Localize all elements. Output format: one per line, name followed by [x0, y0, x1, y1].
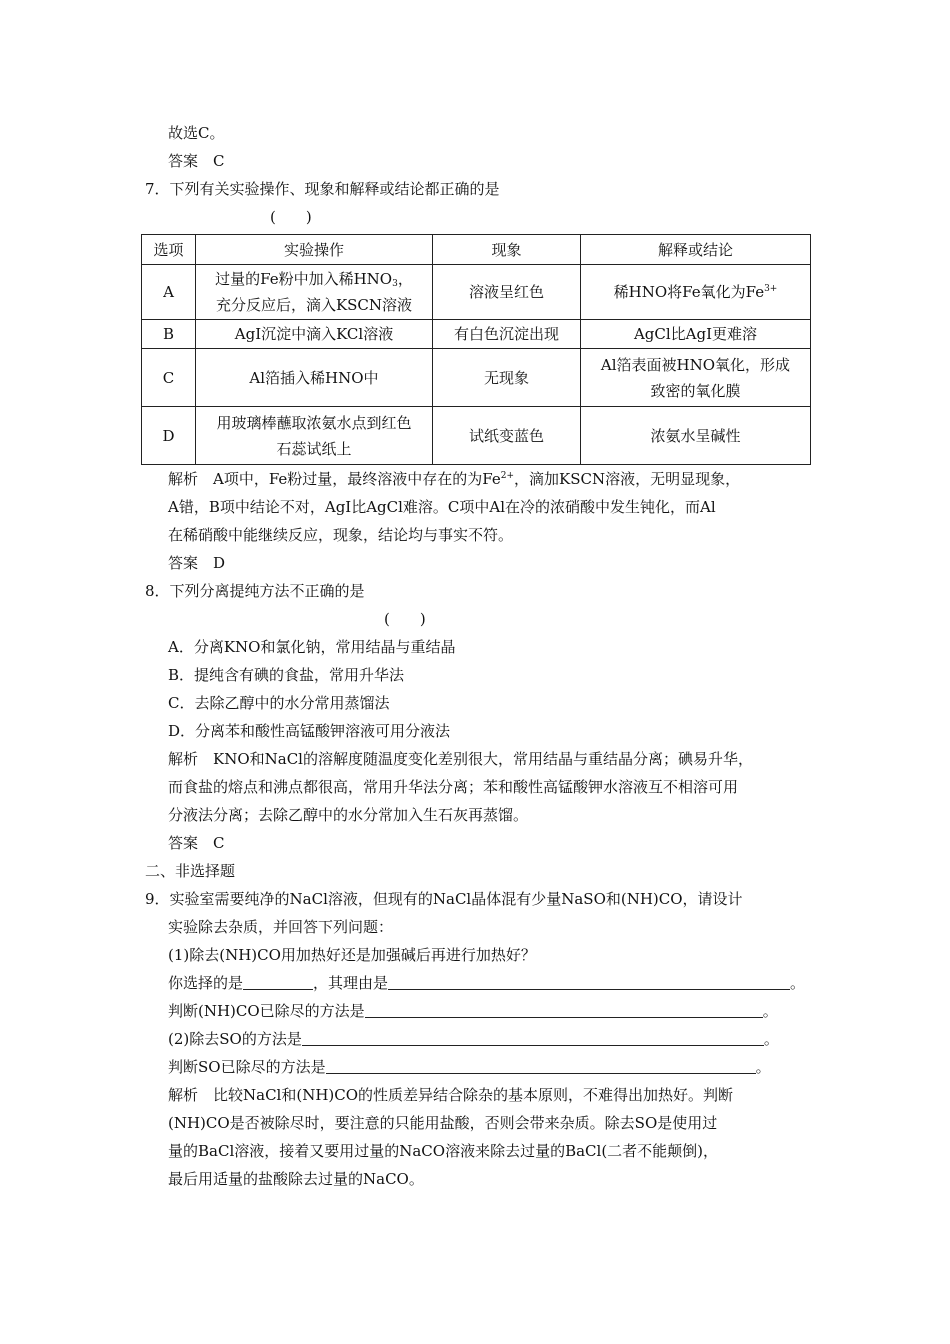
operation-cell: AgI沉淀中滴入KCl溶液: [196, 320, 433, 349]
table-header: 解释或结论: [581, 235, 811, 265]
question-9-stem: 实验除去杂质，并回答下列问题：: [168, 918, 394, 936]
conclusion-cell: AgCl比AgI更难溶: [581, 320, 811, 349]
phenomenon-cell: 溶液呈红色: [433, 265, 581, 320]
option-c: C．去除乙醇中的水分常用蒸馏法: [168, 694, 390, 712]
analysis-line: 在稀硝酸中能继续反应，现象，结论均与事实不符。: [168, 526, 514, 544]
fill-line: 判断SO已除尽的方法是 。: [168, 1058, 771, 1076]
option-cell: B: [142, 320, 196, 349]
conclusion-cell: 稀HNO将Fe氧化为$Fe^{3+}$: [581, 265, 811, 320]
analysis-line: 量的BaCl溶液，接着又要用过量的NaCO溶液来除去过量的BaCl(二者不能颠倒)，: [168, 1142, 719, 1160]
text-line: 故选C。: [168, 124, 225, 142]
phenomenon-cell: 无现象: [433, 349, 581, 407]
conclusion-cell: Al箔表面被HNO氧化，形成 致密的氧化膜: [581, 349, 811, 407]
fill-line: 你选择的是 ，其理由是 。: [168, 974, 806, 992]
answer-line: 答案 D: [168, 554, 226, 572]
sub-question-1: (1)除去(NH)CO用加热好还是加强碱后再进行加热好？: [168, 946, 536, 964]
method-blank[interactable]: [365, 1003, 763, 1018]
choice-blank[interactable]: [243, 975, 313, 990]
phenomenon-cell: 试纸变蓝色: [433, 407, 581, 465]
table-header: 现象: [433, 235, 581, 265]
analysis-line: 分液法分离；去除乙醇中的水分常加入生石灰再蒸馏。: [168, 806, 529, 824]
answer-paren: ( ): [270, 208, 312, 226]
conclusion-cell: 浓氨水呈碱性: [581, 407, 811, 465]
experiment-table: [141, 234, 811, 465]
option-b: B．提纯含有碘的食盐，常用升华法: [168, 666, 405, 684]
question-9-stem: 9．实验室需要纯净的NaCl溶液，但现有的NaCl晶体混有少量NaSO和(NH)CO，请设计: [145, 890, 743, 908]
analysis-line: 解析 A项中，Fe粉过量，最终溶液中存在的为$Fe^{2+}$，滴加KSCN溶液，无明显现象，: [168, 470, 741, 488]
table-header: 实验操作: [196, 235, 433, 265]
table-row: [142, 265, 811, 320]
table-header: 选项: [142, 235, 196, 265]
answer-line: 答案 C: [168, 834, 225, 852]
analysis-line: 最后用适量的盐酸除去过量的NaCO。: [168, 1170, 424, 1188]
question-8-stem: 8．下列分离提纯方法不正确的是: [145, 582, 365, 600]
phenomenon-cell: 有白色沉淀出现: [433, 320, 581, 349]
table-row: [142, 407, 811, 465]
option-d: D．分离苯和酸性高锰酸钾溶液可用分液法: [168, 722, 451, 740]
method-blank[interactable]: [326, 1059, 756, 1074]
fill-line: 判断(NH)CO已除尽的方法是 。: [168, 1002, 778, 1020]
operation-cell: 过量的Fe粉中加入稀$HNO_3$， 充分反应后，滴入KSCN溶液: [196, 265, 433, 320]
option-cell: D: [142, 407, 196, 465]
analysis-line: A错，B项中结论不对，AgI比AgCl难溶。C项中Al在冷的浓硝酸中发生钝化，而Al: [168, 498, 716, 516]
option-a: A．分离KNO和氯化钠，常用结晶与重结晶: [168, 638, 456, 656]
answer-paren: ( ): [384, 610, 426, 628]
fill-line: (2)除去SO的方法是 。: [168, 1030, 779, 1048]
method-blank[interactable]: [302, 1031, 764, 1046]
table-row: [142, 320, 811, 349]
analysis-line: 解析 比较NaCl和(NH)CO的性质差异结合除杂的基本原则，不难得出加热好。判断: [168, 1086, 734, 1104]
operation-cell: 用玻璃棒蘸取浓氨水点到红色 石蕊试纸上: [196, 407, 433, 465]
analysis-line: 解析 KNO和NaCl的溶解度随温度变化差别很大，常用结晶与重结晶分离；碘易升华，: [168, 750, 753, 768]
section-heading: 二、非选择题: [145, 862, 236, 880]
table-row: [142, 349, 811, 407]
operation-cell: Al箔插入稀HNO中: [196, 349, 433, 407]
option-cell: C: [142, 349, 196, 407]
analysis-line: (NH)CO是否被除尽时，要注意的只能用盐酸，否则会带来杂质。除去SO是使用过: [168, 1114, 718, 1132]
reason-blank[interactable]: [388, 975, 790, 990]
question-7-stem: 7．下列有关实验操作、现象和解释或结论都正确的是: [145, 180, 500, 198]
option-cell: A: [142, 265, 196, 320]
analysis-line: 而食盐的熔点和沸点都很高，常用升华法分离；苯和酸性高锰酸钾水溶液互不相溶可用: [168, 778, 739, 796]
answer-line: 答案 C: [168, 152, 225, 170]
